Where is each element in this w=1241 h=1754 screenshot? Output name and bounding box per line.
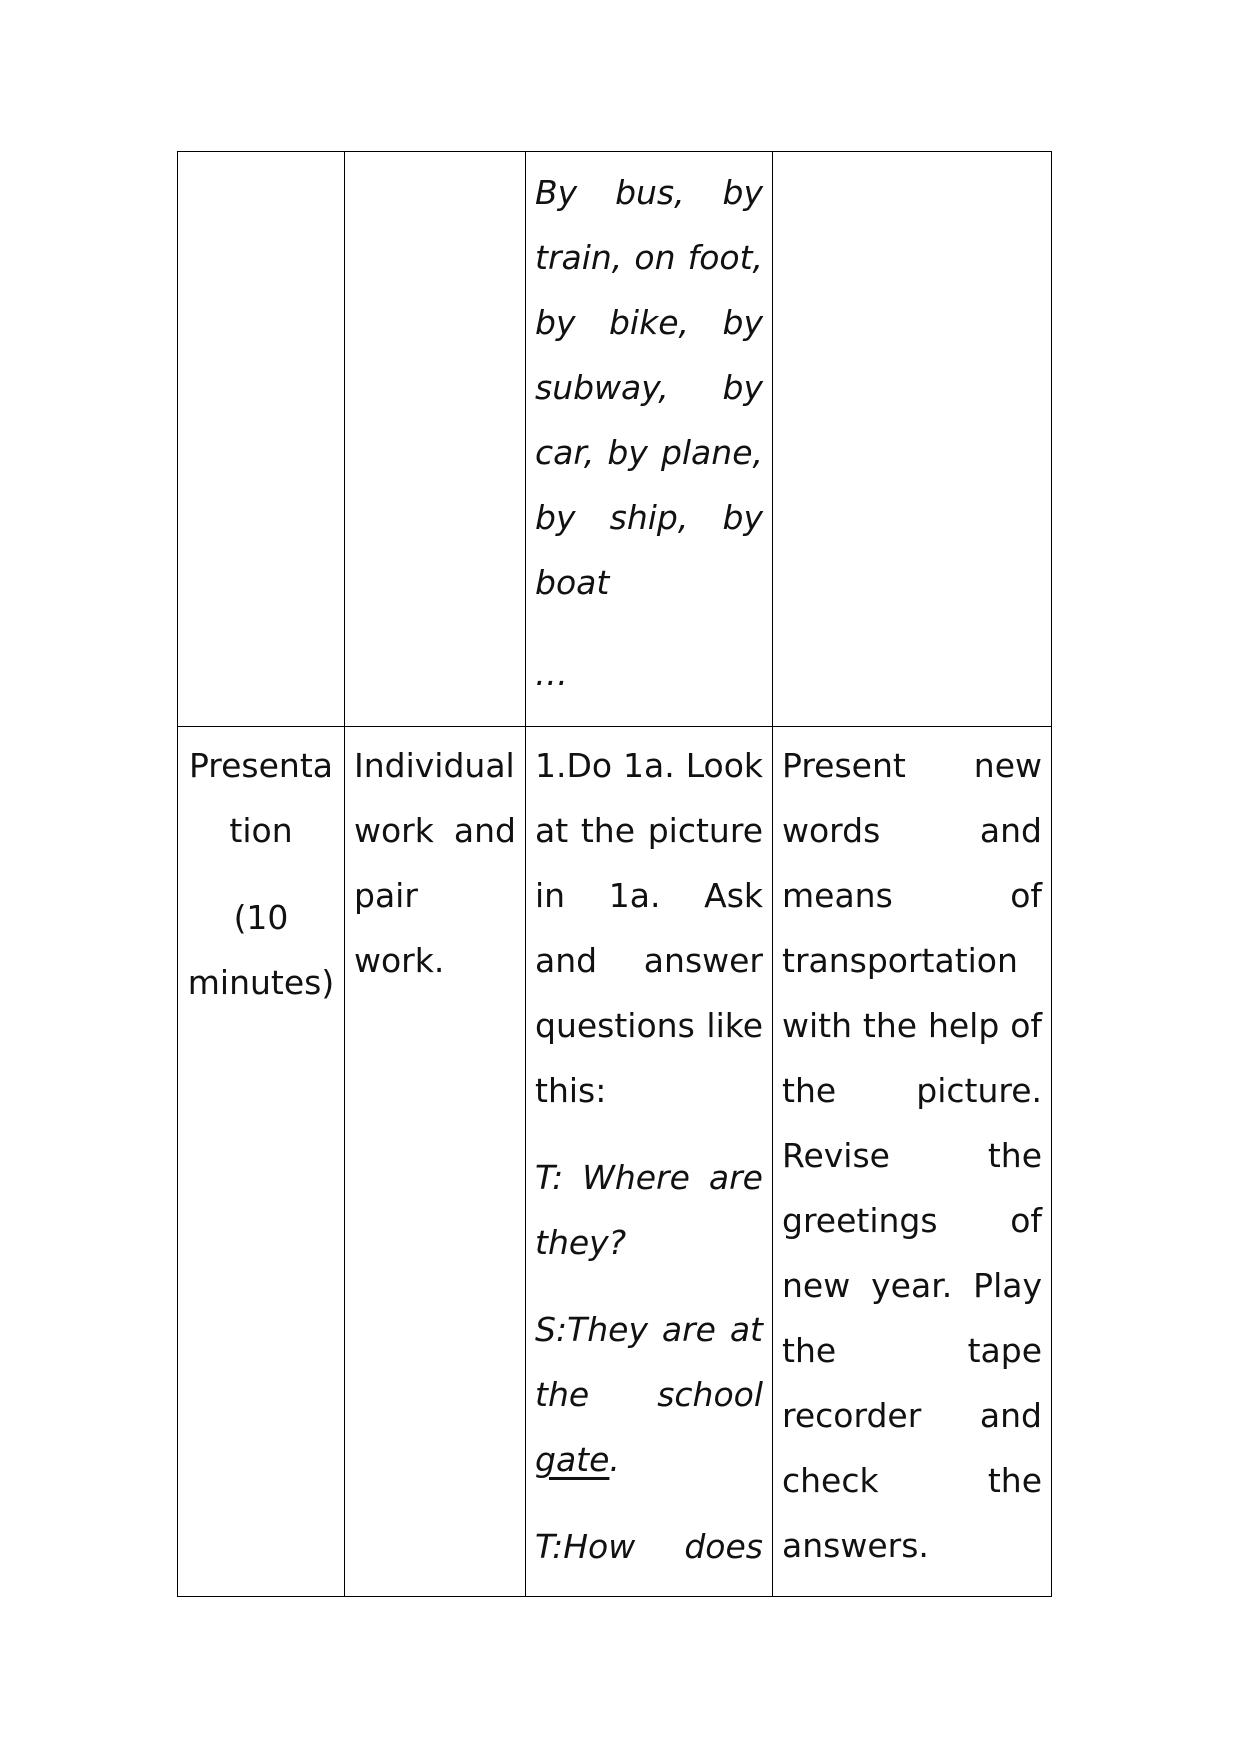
work-mode: Individual work and pair work. [354, 746, 516, 980]
mode-cell-empty [345, 152, 526, 727]
mode-cell [345, 727, 526, 1597]
dialogue-teacher-2-word: T:How [535, 1527, 636, 1566]
dialogue-teacher-2 [535, 1514, 763, 1579]
dialogue-student-1-text: S:They are at the school [535, 1310, 763, 1414]
stage-duration: (10 minutes) [187, 898, 335, 1002]
purpose-text: Present new words and means of transportation with the help of the picture. Revise the greetings of new year. Play the tape recorder and check the answers. [782, 746, 1042, 1565]
activity-intro: 1.Do 1a. Look at the picture in 1a. Ask and answer questions like this: [535, 746, 763, 1110]
dialogue-teacher-2-word: does [684, 1527, 763, 1566]
underlined-word: gate [535, 1440, 610, 1479]
stage-cell [178, 727, 345, 1597]
stage-name-line1: Presenta [188, 746, 334, 785]
transport-phrases: By bus, by train, on foot, by bike, by subway, by car, by plane, by ship, by boat [535, 173, 763, 602]
table-row [178, 152, 1052, 727]
activity-cell [526, 727, 773, 1597]
dialogue-teacher-1: T: Where are they? [535, 1158, 763, 1262]
purpose-cell [773, 727, 1052, 1597]
dialogue-student-1-end: . [609, 1440, 620, 1479]
purpose-cell-empty [773, 152, 1052, 727]
ellipsis: … [535, 654, 568, 693]
lesson-plan-table [177, 151, 1052, 1597]
activity-cell [526, 152, 773, 727]
table-row [178, 727, 1052, 1597]
stage-cell-empty [178, 152, 345, 727]
dialogue-student-1 [535, 1297, 763, 1492]
stage-name-line2: tion [229, 811, 293, 850]
